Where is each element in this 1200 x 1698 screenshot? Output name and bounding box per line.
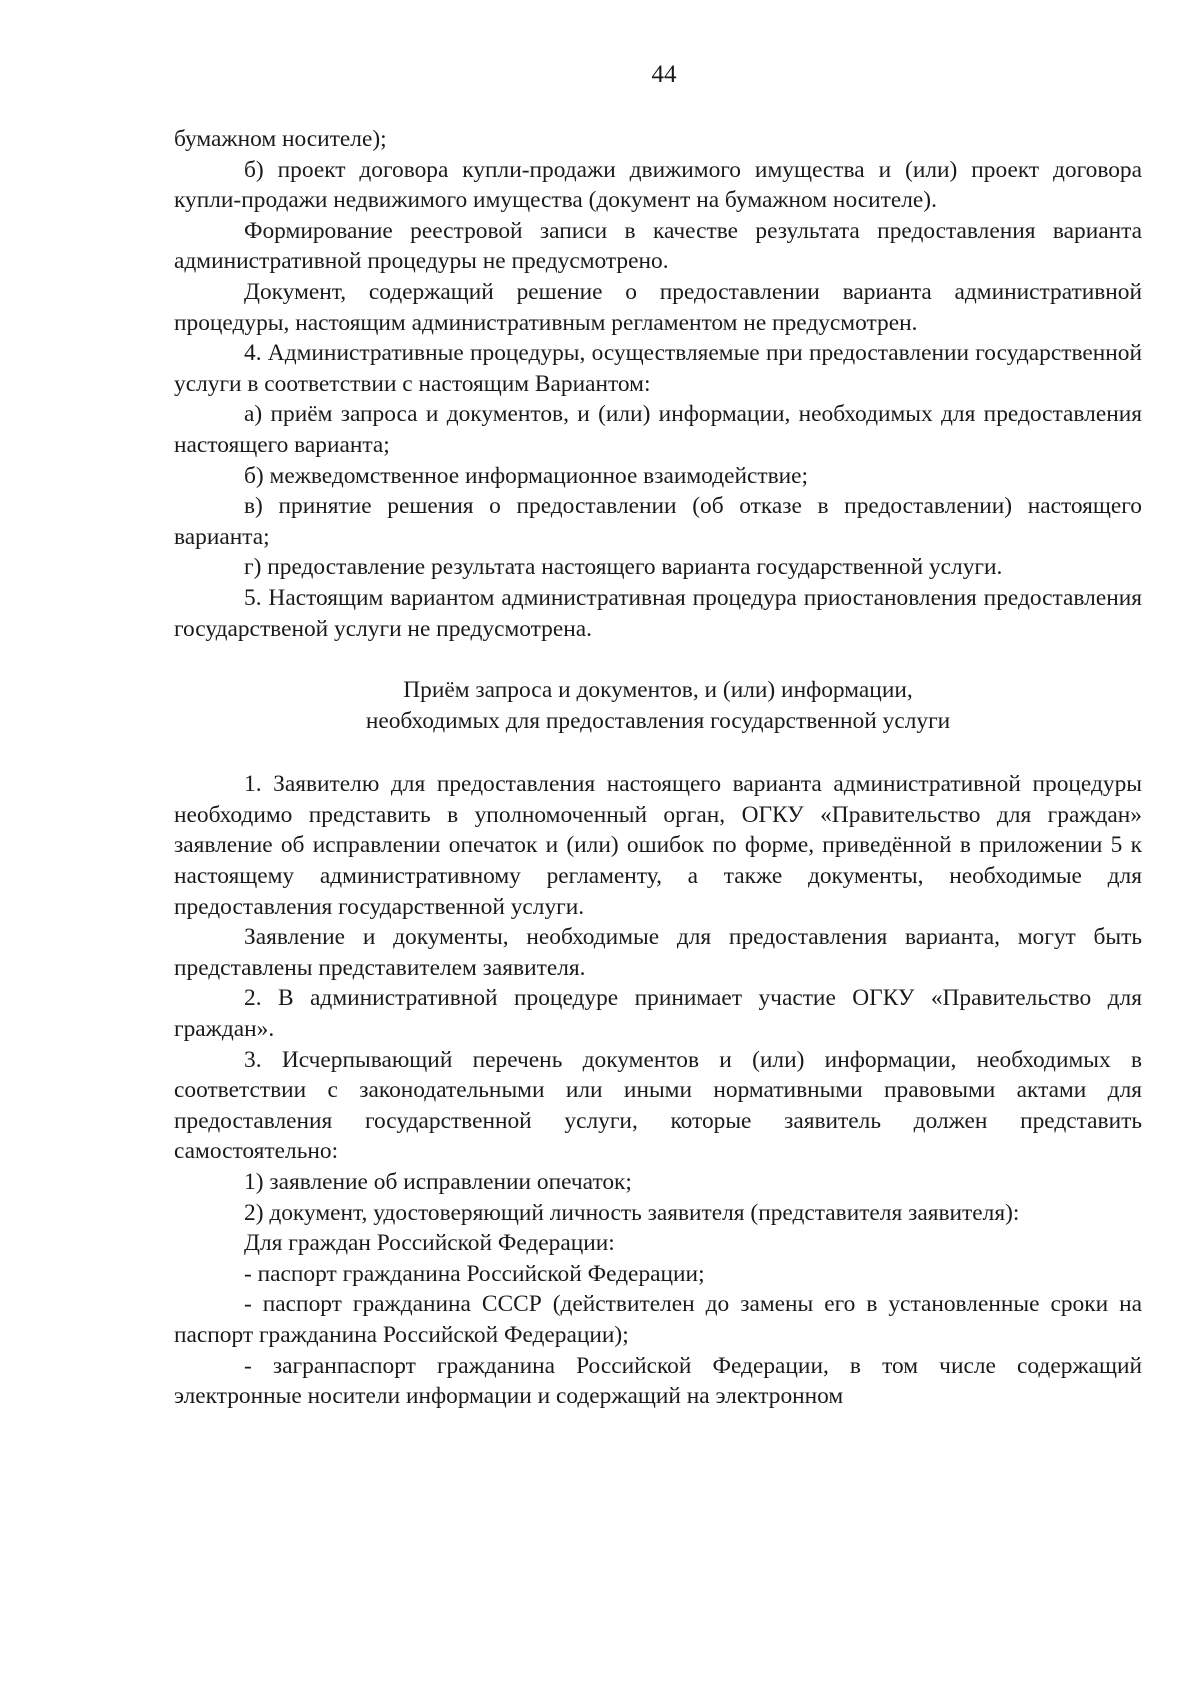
paragraph: в) принятие решения о предоставлении (об отказе в предоставлении) настоящего варианта;: [174, 493, 1142, 550]
paragraph: - паспорт гражданина Российской Федерации;: [244, 1260, 705, 1287]
document-body: [174, 124, 1142, 1412]
paragraph: Документ, содержащий решение о предоставлении варианта административной процедуры, настоящим административным регламентом не предусмотрен.: [174, 278, 1142, 336]
paragraph: 1) заявление об исправлении опечаток;: [244, 1169, 632, 1195]
paragraph: бумажном носителе);: [174, 126, 387, 152]
section-heading-line-2: необходимых для предоставления государственной услуги: [365, 707, 951, 734]
page-number: 44: [651, 61, 677, 88]
paragraph: Для граждан Российской Федерации:: [244, 1230, 615, 1257]
paragraph: б) проект договора купли-продажи движимого имущества и (или) проект договора купли-продажи недвижимого имущества (документ на бумажном носителе).: [174, 156, 1142, 214]
paragraph: 5. Настоящим вариантом административная процедура приостановления предоставления государственой услуги не предусмотрена.: [174, 584, 1142, 642]
paragraph: 2) документ, удостоверяющий личность заявителя (представителя заявителя):: [244, 1199, 1020, 1226]
paragraph: г) предоставление результата настоящего варианта государственной услуги.: [244, 554, 1003, 581]
paragraph: б) межведомственное информационное взаимодействие;: [244, 462, 809, 489]
paragraph: - загранпаспорт гражданина Российской Федерации, в том числе содержащий электронные носители информации и содержащий на электронном: [174, 1352, 1142, 1410]
section-heading-line-1: Приём запроса и документов, и (или) информации,: [403, 677, 913, 704]
paragraph: 4. Административные процедуры, осуществляемые при предоставлении государственной услуги в соответствии с настоящим Вариантом:: [174, 340, 1142, 397]
paragraph: - паспорт гражданина СССР (действителен до замены его в установленные сроки на паспорт гражданина Российской Федерации);: [174, 1291, 1142, 1348]
section-heading: [174, 675, 1142, 736]
paragraph: Формирование реестровой записи в качестве результата предоставления варианта административной процедуры не предусмотрено.: [174, 217, 1142, 275]
paragraph: а) приём запроса и документов, и (или) информации, необходимых для предоставления настоящего варианта;: [174, 401, 1142, 458]
paragraph: 2. В административной процедуре принимает участие ОГКУ «Правительство для граждан».: [174, 985, 1142, 1043]
paragraph: 1. Заявителю для предоставления настоящего варианта административной процедуры необходимо представить в уполномоченный орган, ОГКУ «Правительство для граждан» заявление об исправлении опечаток и (или) ошибок по форме, приведённой в приложении 5 к настоящему административному регламенту, а также документы, необходимые для предоставления государственной услуги.: [174, 771, 1142, 920]
paragraph: Заявление и документы, необходимые для предоставления варианта, могут быть представлены представителем заявителя.: [174, 924, 1142, 981]
paragraph: 3. Исчерпывающий перечень документов и (или) информации, необходимых в соответствии с законодательными или иными нормативными правовыми актами для предоставления государственной услуги, которые заявитель должен представить самостоятельно:: [174, 1046, 1142, 1165]
